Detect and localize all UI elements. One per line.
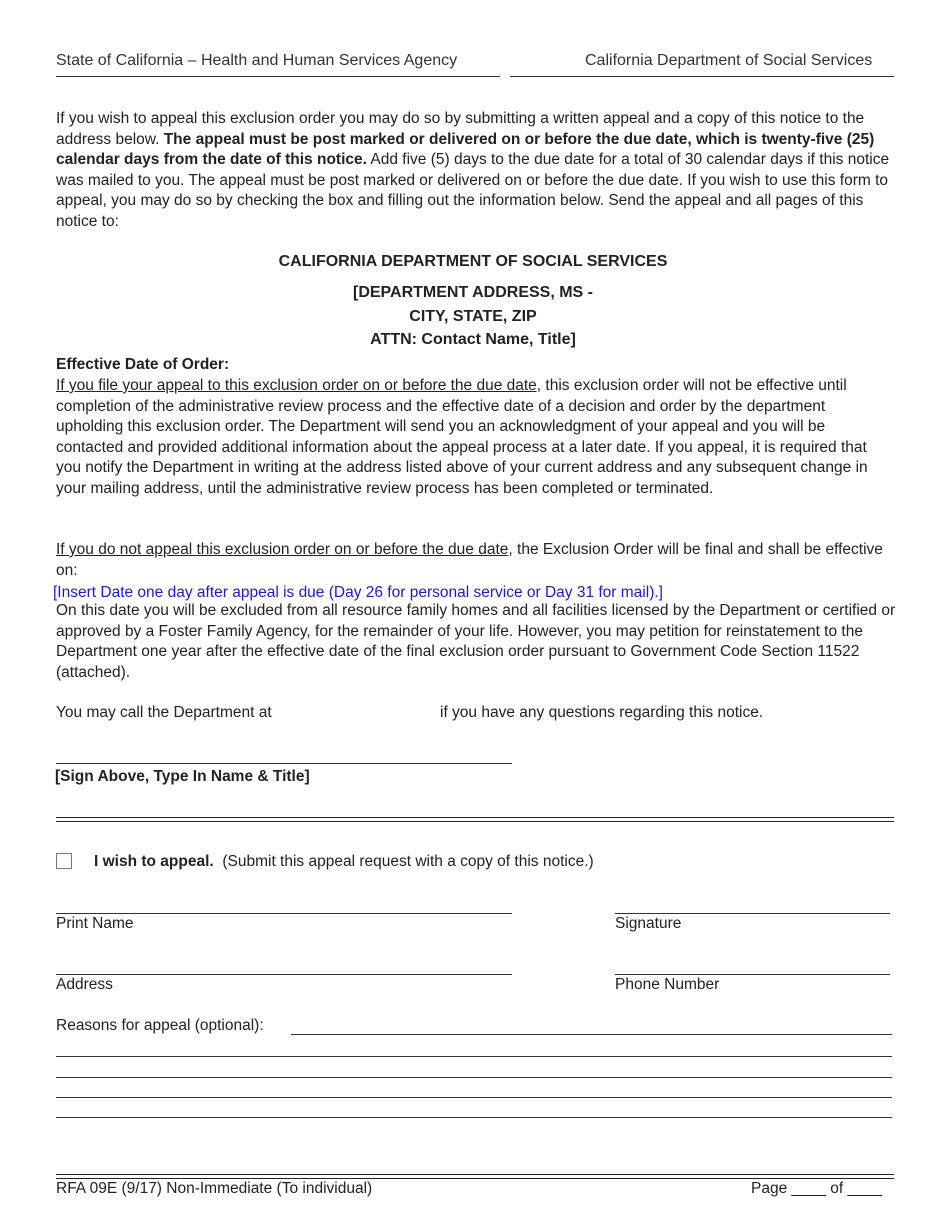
call-questions-text: if you have any questions regarding this notice. bbox=[440, 704, 764, 721]
appeal-label-rest: (Submit this appeal request with a copy of this notice.) bbox=[222, 853, 594, 870]
form-id: RFA 09E (9/17) Non-Immediate (To individual) bbox=[56, 1180, 373, 1197]
effective-p1-rest: this exclusion order will not be effective until completion of the administrative review process and the effective date of a decision and order by the department upholding this exclusion order. The Department will send you an acknowledgment of your appeal and you will be contacted and provided additional information about the appeal process at a later date. If you appeal, it is required that you notify the Department in writing at the address listed above of your current address and any subsequent change in your mailing address, until the administrative review process has been completed or terminated. bbox=[56, 377, 868, 497]
dept-address-line3: ATTN: Contact Name, Title] bbox=[370, 331, 576, 348]
appeal-label-bold: I wish to appeal. bbox=[94, 853, 214, 870]
header-rule-right bbox=[510, 76, 894, 77]
insert-date-placeholder: [Insert Date one day after appeal is due (Day 26 for personal service or Day 31 for mail).] bbox=[53, 584, 663, 601]
phone-label: Phone Number bbox=[615, 976, 720, 993]
effective-p1-underlined: If you file your appeal to this exclusion order on or before the due date, bbox=[56, 377, 542, 394]
effective-paragraph-3: On this date you will be excluded from all resource family homes and all facilities licensed by the Department or certified or approved by a Foster Family Agency, for the remainder of your life. However, you may petition for reinstatement to the Department one year after the effective date of the final exclusion order pursuant to Government Code Section 11522 (attached). bbox=[56, 602, 896, 681]
effective-paragraph-1 bbox=[56, 376, 896, 499]
reasons-line-3[interactable] bbox=[56, 1077, 892, 1078]
intro-text-1: If you wish to appeal this exclusion order you may do so by submitting a written appeal and a copy of this notice to the address below. bbox=[56, 110, 865, 148]
header-department: California Department of Social Services bbox=[585, 52, 873, 69]
address-line[interactable] bbox=[56, 974, 512, 975]
footer-divider bbox=[56, 1174, 894, 1179]
print-name-line[interactable] bbox=[56, 913, 512, 914]
reasons-line-1[interactable] bbox=[291, 1034, 892, 1035]
call-department-text: You may call the Department at bbox=[56, 704, 272, 721]
dept-address-line1: [DEPARTMENT ADDRESS, MS - bbox=[353, 284, 593, 301]
reasons-line-5[interactable] bbox=[56, 1117, 892, 1118]
signature-label: Signature bbox=[615, 915, 682, 932]
reasons-line-2[interactable] bbox=[56, 1056, 892, 1057]
effective-date-heading: Effective Date of Order: bbox=[56, 356, 230, 373]
intro-due-date-bold: The appeal must be post marked or delivered on or before the due date, which is twenty-five (25) calendar days from the date of this notice. bbox=[56, 130, 875, 168]
signature-line[interactable] bbox=[615, 913, 890, 914]
reasons-line-4[interactable] bbox=[56, 1097, 892, 1098]
section-divider bbox=[56, 817, 894, 822]
dept-address-line2: CITY, STATE, ZIP bbox=[409, 308, 537, 325]
address-label: Address bbox=[56, 976, 113, 993]
intro-paragraph bbox=[56, 109, 896, 232]
appeal-checkbox-label bbox=[94, 853, 594, 871]
sign-above-line[interactable] bbox=[56, 763, 512, 764]
reasons-label: Reasons for appeal (optional): bbox=[56, 1017, 264, 1034]
effective-paragraph-2 bbox=[56, 540, 896, 581]
print-name-label: Print Name bbox=[56, 915, 134, 932]
phone-line[interactable] bbox=[615, 974, 890, 975]
intro-text-2: Add five (5) days to the due date for a total of 30 calendar days if this notice was mailed to you. The appeal must be post marked or delivered on or before the due date. If you wish to use this form to appeal, you may do so by checking the box and filling out the information below. Send the appeal and all pages of this notice to: bbox=[56, 151, 890, 230]
page-number: Page ____ of ____ bbox=[751, 1180, 883, 1197]
effective-p2-rest: , the Exclusion Order will be final and shall be effective on: bbox=[56, 541, 883, 579]
appeal-checkbox[interactable] bbox=[56, 853, 72, 869]
header-rule-left bbox=[56, 76, 500, 77]
dept-name: CALIFORNIA DEPARTMENT OF SOCIAL SERVICES bbox=[278, 253, 668, 270]
sign-above-label: [Sign Above, Type In Name & Title] bbox=[55, 768, 310, 785]
effective-p2-underlined: If you do not appeal this exclusion order on or before the due date bbox=[56, 541, 509, 558]
header-agency: State of California – Health and Human Services Agency bbox=[56, 52, 458, 69]
